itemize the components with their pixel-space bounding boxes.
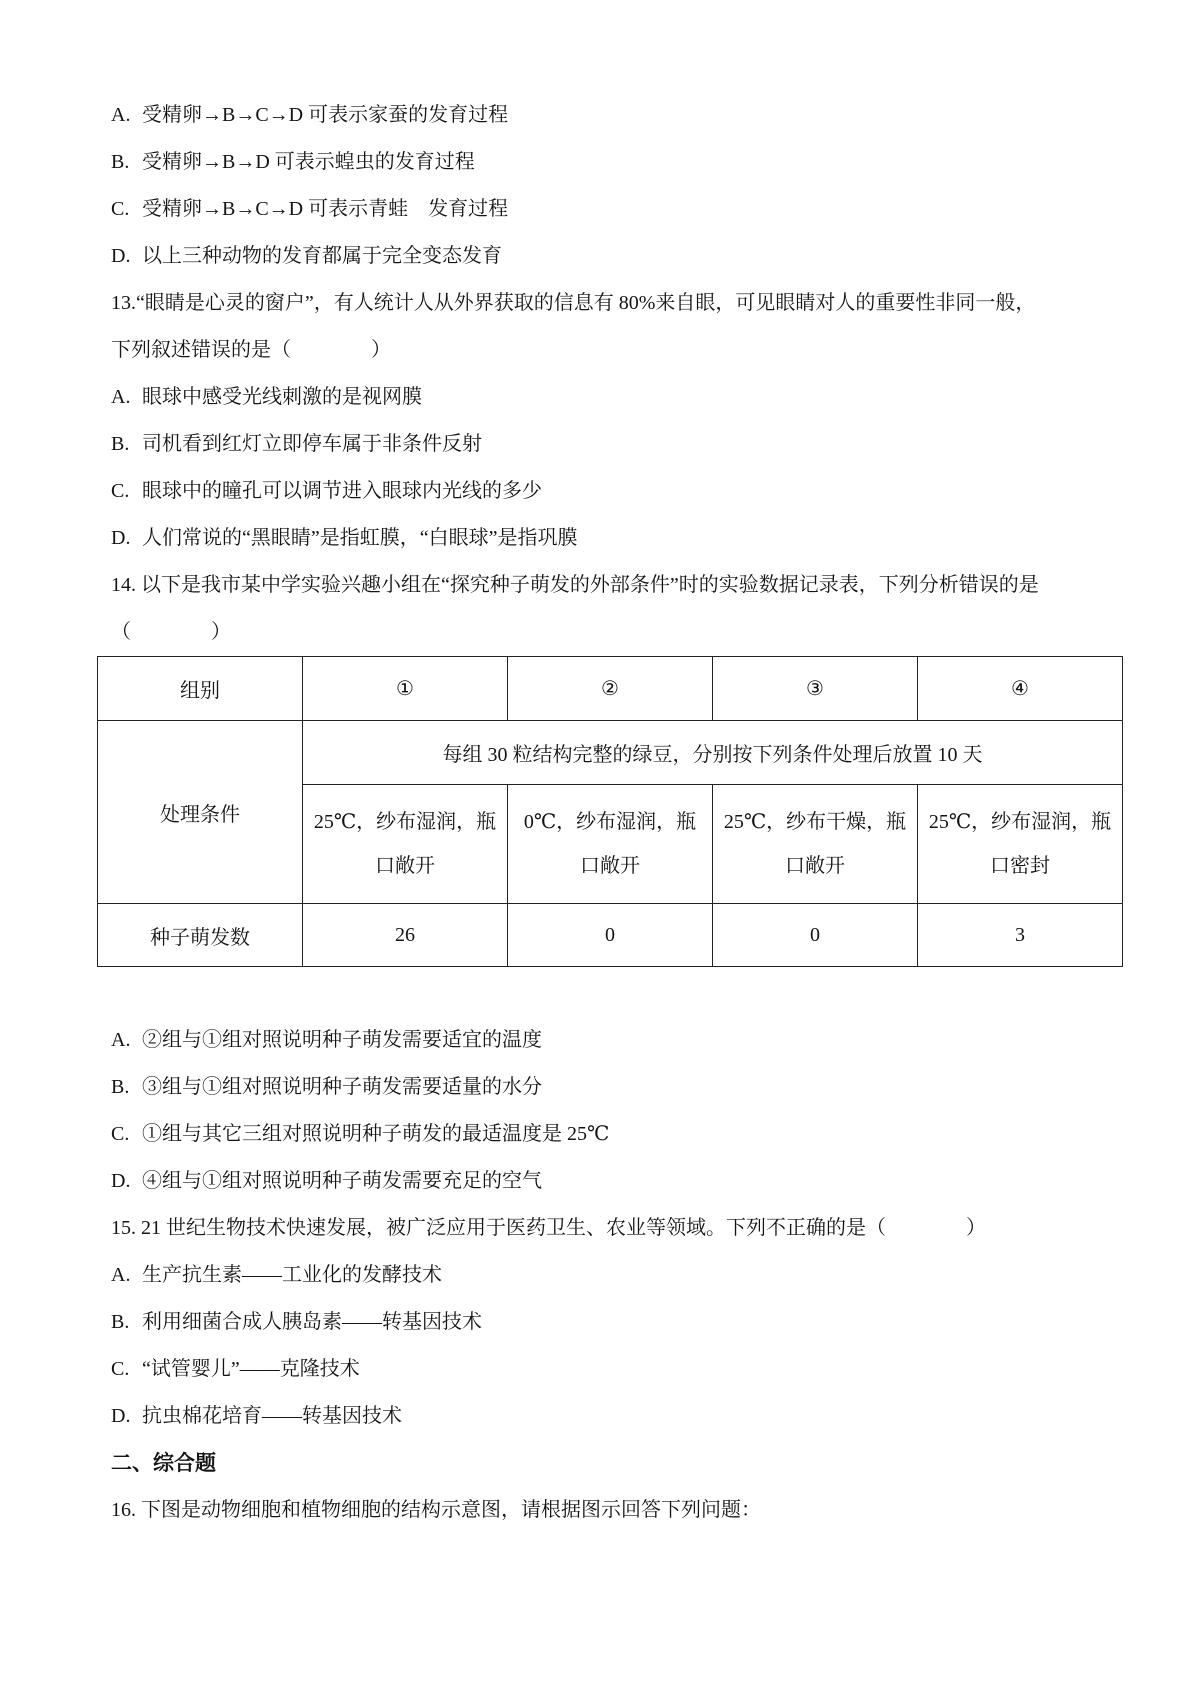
condition-line: 口敞开: [375, 855, 435, 877]
option-label: D.: [111, 1405, 131, 1427]
option-label: C.: [111, 198, 130, 220]
condition-label-cell: 处理条件: [98, 721, 303, 904]
option-text: “试管婴儿”——克隆技术: [142, 1358, 360, 1380]
option-label: B.: [111, 433, 130, 455]
result-cell-1: 26: [303, 904, 508, 967]
q13-option-a: [111, 374, 1151, 421]
result-cell-2: 0: [508, 904, 713, 967]
q16-stem: 16. 下图是动物细胞和植物细胞的结构示意图，请根据图示回答下列问题：: [111, 1499, 761, 1521]
option-label: B.: [111, 1076, 130, 1098]
q12-option-b: [111, 139, 1151, 186]
q14-option-d: [111, 1158, 1151, 1205]
q14-option-b: [111, 1064, 1151, 1111]
header-cell-1: ①: [303, 657, 508, 721]
header-cell-2: ②: [508, 657, 713, 721]
option-text: ②组与①组对照说明种子萌发需要适宜的温度: [142, 1029, 542, 1051]
option-text: ①组与其它三组对照说明种子萌发的最适温度是 25℃: [142, 1123, 610, 1145]
q15-option-b: [111, 1299, 1151, 1346]
q13-option-c: [111, 468, 1151, 515]
option-label: C.: [111, 1123, 130, 1145]
q13-stem-line2: 下列叙述错误的是（ ）: [111, 339, 391, 361]
q14-option-a: [111, 1017, 1151, 1064]
option-text: 以上三种动物的发育都属于完全变态发育: [142, 245, 502, 267]
option-text: 司机看到红灯立即停车属于非条件反射: [142, 433, 482, 455]
option-label: A.: [111, 104, 131, 126]
condition-line: 25℃，纱布干燥，瓶: [723, 811, 907, 833]
condition-line: 口敞开: [580, 855, 640, 877]
table-results-row: [98, 904, 1123, 967]
experiment-data-table: [97, 656, 1123, 967]
header-cell-3: ③: [713, 657, 918, 721]
header-cell-4: ④: [918, 657, 1123, 721]
q15-option-d: [111, 1393, 1151, 1440]
condition-line: 25℃，纱布湿润，瓶: [928, 811, 1112, 833]
option-text: 受精卵→B→C→D 可表示家蚕的发育过程: [142, 104, 509, 126]
condition-cell-4: [918, 785, 1123, 904]
q13-option-b: [111, 421, 1151, 468]
condition-line: 口敞开: [785, 855, 845, 877]
table-header-row: [98, 657, 1123, 721]
option-text: 利用细菌合成人胰岛素——转基因技术: [142, 1311, 482, 1333]
condition-cell-2: [508, 785, 713, 904]
q14-option-c: [111, 1111, 1151, 1158]
option-text: 人们常说的“黑眼睛”是指虹膜，“白眼球”是指巩膜: [142, 527, 578, 549]
condition-line: 口密封: [990, 855, 1050, 877]
q15-option-c: [111, 1346, 1151, 1393]
spacer: [111, 967, 1151, 1017]
option-text: ④组与①组对照说明种子萌发需要充足的空气: [142, 1170, 542, 1192]
q13-stem-line1: 13.“眼睛是心灵的窗户”，有人统计人从外界获取的信息有 80%来自眼，可见眼睛对人的重要性非同一般，: [111, 292, 1036, 314]
result-cell-4: 3: [918, 904, 1123, 967]
option-text: 抗虫棉花培育——转基因技术: [142, 1405, 402, 1427]
q12-option-d: [111, 233, 1151, 280]
q14-stem-line2: （ ）: [111, 621, 231, 643]
option-label: A.: [111, 1029, 131, 1051]
q15-option-a: [111, 1252, 1151, 1299]
option-label: B.: [111, 151, 130, 173]
option-text: 受精卵→B→C→D 可表示青蛙 发育过程: [142, 198, 509, 220]
option-label: D.: [111, 527, 131, 549]
q15-stem: 15. 21 世纪生物技术快速发展，被广泛应用于医药卫生、农业等领域。下列不正确的是（ ）: [111, 1217, 986, 1239]
option-text: ③组与①组对照说明种子萌发需要适量的水分: [142, 1076, 542, 1098]
option-label: B.: [111, 1311, 130, 1333]
q12-option-c: [111, 186, 1151, 233]
header-cell-group: 组别: [98, 657, 303, 721]
condition-note-cell: 每组 30 粒结构完整的绿豆，分别按下列条件处理后放置 10 天: [303, 721, 1123, 785]
option-text: 受精卵→B→D 可表示蝗虫的发育过程: [142, 151, 475, 173]
condition-line: 25℃，纱布湿润，瓶: [313, 811, 497, 833]
option-text: 生产抗生素——工业化的发酵技术: [142, 1264, 442, 1286]
section-heading: 二、综合题: [111, 1451, 216, 1475]
option-text: 眼球中感受光线刺激的是视网膜: [142, 386, 422, 408]
exam-page-content: [111, 92, 1151, 1534]
q12-option-a: [111, 92, 1151, 139]
condition-cell-1: [303, 785, 508, 904]
option-label: C.: [111, 1358, 130, 1380]
result-cell-3: 0: [713, 904, 918, 967]
option-label: D.: [111, 1170, 131, 1192]
condition-line: 0℃，纱布湿润，瓶: [523, 811, 697, 833]
q13-option-d: [111, 515, 1151, 562]
option-label: A.: [111, 386, 131, 408]
table-condition-note-row: [98, 721, 1123, 785]
q14-stem-line1: 14. 以下是我市某中学实验兴趣小组在“探究种子萌发的外部条件”时的实验数据记录表，下列分析错误的是: [111, 574, 1039, 596]
option-label: C.: [111, 480, 130, 502]
option-label: D.: [111, 245, 131, 267]
condition-cell-3: [713, 785, 918, 904]
result-label-cell: 种子萌发数: [98, 904, 303, 967]
option-label: A.: [111, 1264, 131, 1286]
option-text: 眼球中的瞳孔可以调节进入眼球内光线的多少: [142, 480, 542, 502]
